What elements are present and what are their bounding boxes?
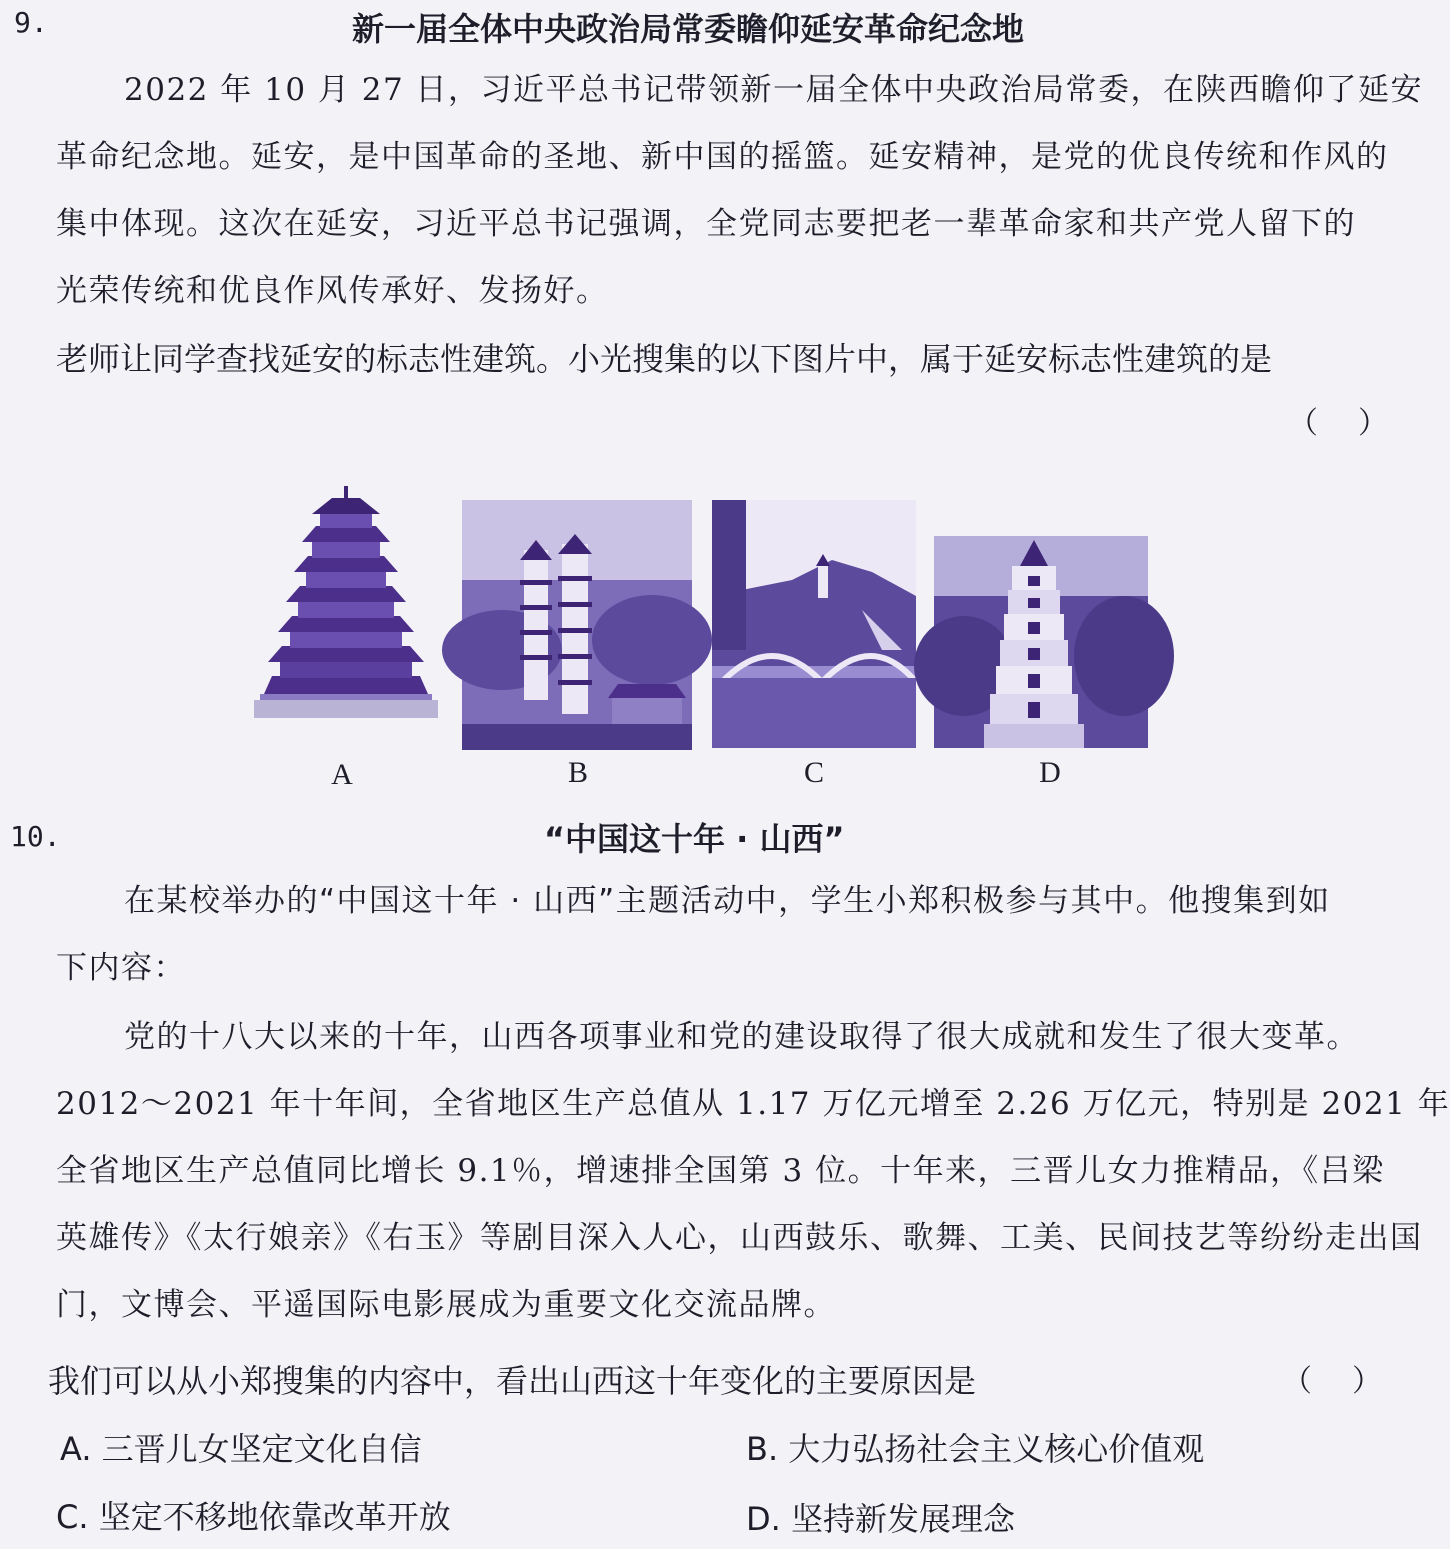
question-10-number: 10.	[10, 820, 61, 853]
intro-line: 在某校举办的“中国这十年 · 山西”主题活动中，学生小郑积极参与其中。他搜集到如	[124, 883, 1331, 919]
material-line: 英雄传》《太行娘亲》《右玉》等剧目深入人心，山西鼓乐、歌舞、工美、民间技艺等纷纷走出国	[56, 1220, 1423, 1256]
question-10-intro	[56, 868, 1392, 1002]
question-10-answer-blank[interactable]: （）	[1282, 1364, 1422, 1399]
question-10-prompt: 我们可以从小郑搜集的内容中，看出山西这十年变化的主要原因是	[48, 1362, 977, 1400]
hill-pagoda-bridge-picture	[712, 500, 916, 748]
passage-line: 革命纪念地。延安，是中国革命的圣地、新中国的摇篮。延安精神，是党的优良传统和作风的	[56, 139, 1389, 175]
twin-pagodas-picture	[462, 500, 692, 750]
material-line: 门，文博会、平遥国际电影展成为重要文化交流品牌。	[56, 1287, 836, 1323]
passage-line: 集中体现。这次在延安，习近平总书记强调，全党同志要把老一辈革命家和共产党人留下的	[56, 206, 1356, 242]
question-9-answer-blank[interactable]: （）	[1288, 406, 1428, 441]
material-line: 全省地区生产总值同比增长 9.1％，增速排全国第 3 位。十年来，三晋儿女力推精品，《吕梁	[56, 1153, 1385, 1189]
question-10-material	[56, 1004, 1450, 1339]
passage-line: 光荣传统和优良作风传承好、发扬好。	[56, 273, 609, 309]
question-9-prompt: 老师让同学查找延安的标志性建筑。小光搜集的以下图片中，属于延安标志性建筑的是	[56, 340, 1273, 378]
image-d-label: D	[1039, 756, 1061, 789]
option-b[interactable]: B. 大力弘扬社会主义核心价值观	[746, 1430, 1205, 1468]
wooden-pagoda-picture	[250, 486, 442, 722]
option-c[interactable]: C. 坚定不移地依靠改革开放	[56, 1498, 451, 1536]
material-line: 党的十八大以来的十年，山西各项事业和党的建设取得了很大成就和发生了很大变革。	[124, 1019, 1359, 1055]
option-d[interactable]: D. 坚持新发展理念	[746, 1500, 1015, 1538]
big-wild-goose-pagoda-picture	[934, 536, 1148, 748]
question-9-passage	[56, 57, 1424, 325]
question-10-title: “中国这十年 · 山西”	[544, 820, 845, 858]
intro-line: 下内容：	[56, 950, 186, 986]
question-9-number: 9.	[14, 6, 48, 39]
image-b-label: B	[567, 756, 588, 789]
passage-line: 2022 年 10 月 27 日，习近平总书记带领新一届全体中央政治局常委，在陕西瞻仰了延安	[124, 72, 1424, 108]
question-9-title: 新一届全体中央政治局常委瞻仰延安革命纪念地	[352, 10, 1025, 48]
image-a-label: A	[331, 758, 353, 791]
option-a[interactable]: A. 三晋儿女坚定文化自信	[60, 1430, 422, 1468]
image-c-label: C	[803, 756, 824, 789]
material-line: 2012～2021 年十年间，全省地区生产总值从 1.17 万亿元增至 2.26 万亿元，特别是 2021 年	[56, 1086, 1450, 1122]
